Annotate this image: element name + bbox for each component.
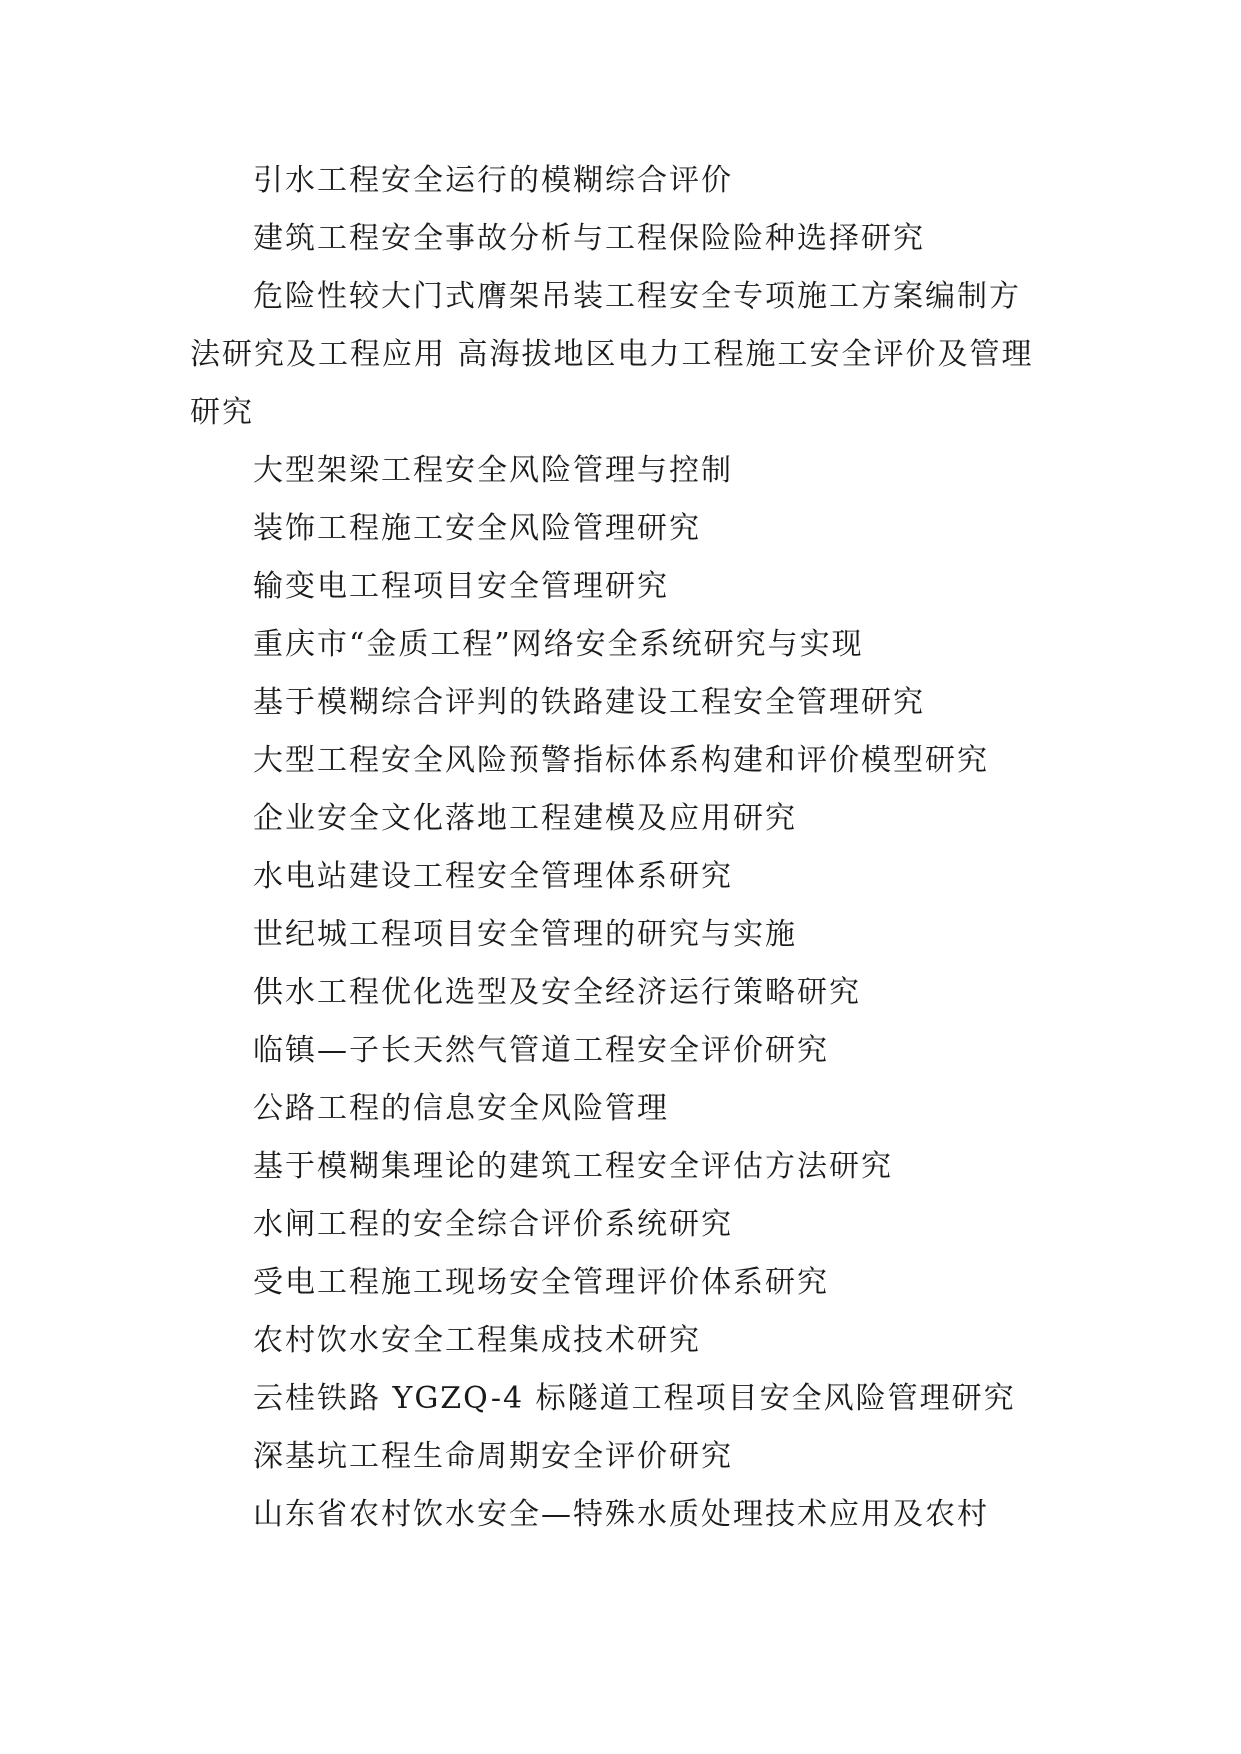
paragraph: 水闸工程的安全综合评价系统研究 <box>253 1207 733 1242</box>
paragraph: 输变电工程项目安全管理研究 <box>253 569 669 604</box>
paragraph: 重庆市“金质工程”网络安全系统研究与实现 <box>253 627 864 662</box>
paragraph: 企业安全文化落地工程建模及应用研究 <box>253 801 797 836</box>
paragraph: 建筑工程安全事故分析与工程保险险种选择研究 <box>253 221 925 256</box>
paragraph: 受电工程施工现场安全管理评价体系研究 <box>253 1265 829 1300</box>
paragraph: 山东省农村饮水安全—特殊水质处理技术应用及农村 <box>253 1497 989 1532</box>
paragraph: 水电站建设工程安全管理体系研究 <box>253 859 733 894</box>
paragraph: 引水工程安全运行的模糊综合评价 <box>253 163 733 198</box>
paragraph: 深基坑工程生命周期安全评价研究 <box>253 1439 733 1474</box>
paragraph: 大型架梁工程安全风险管理与控制 <box>253 453 733 488</box>
paragraph: 公路工程的信息安全风险管理 <box>253 1091 669 1126</box>
paragraph: 大型工程安全风险预警指标体系构建和评价模型研究 <box>253 743 989 778</box>
paragraph: 危险性较大门式膺架吊装工程安全专项施工方案编制方法研究及工程应用 高海拔地区电力工程施工安全评价及管理研究 <box>190 279 1034 430</box>
paragraph: 云桂铁路 YGZQ-4 标隧道工程项目安全风险管理研究 <box>253 1381 1016 1416</box>
paragraph: 装饰工程施工安全风险管理研究 <box>253 511 701 546</box>
paragraph: 临镇—子长天然气管道工程安全评价研究 <box>253 1033 829 1068</box>
paragraph: 基于模糊综合评判的铁路建设工程安全管理研究 <box>253 685 925 720</box>
paragraph: 基于模糊集理论的建筑工程安全评估方法研究 <box>253 1149 893 1184</box>
paragraph: 世纪城工程项目安全管理的研究与实施 <box>253 917 797 952</box>
paragraph: 农村饮水安全工程集成技术研究 <box>253 1323 701 1358</box>
document-body <box>190 152 1050 1544</box>
paragraph: 供水工程优化选型及安全经济运行策略研究 <box>253 975 861 1010</box>
